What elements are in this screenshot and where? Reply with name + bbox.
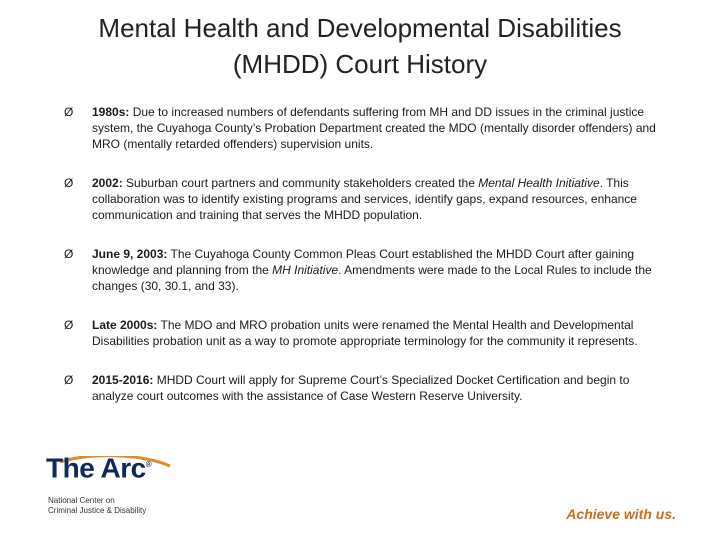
bullet-italic-term: Mental Health Initiative [478,176,600,190]
history-bullet-list [64,104,674,404]
logo-subtitle: National Center on Criminal Justice & Disability [48,496,147,515]
arrow-bullet-icon: Ø [64,176,74,190]
bullet-item-2015-2016 [64,372,674,404]
bullet-italic-term: MH Initiative [272,263,339,277]
tagline: Achieve with us. [566,506,676,522]
slide-title [0,10,720,82]
bullet-text: . This collaboration was to identify existing programs and services, identify gaps, expand resources, enhance communication and training that serves the MHDD population. [92,176,637,222]
bullet-item-1980s [64,104,674,152]
bullet-text: The Cuyahoga County Common Pleas Court established the MHDD Court after gaining knowledge and planning from the [92,247,635,277]
title-line-1: Mental Health and Developmental Disabilities [98,13,622,43]
bullet-item-2002 [64,175,674,223]
bullet-date: 2015-2016: [92,373,154,387]
bullet-item-late-2000s [64,317,674,349]
arrow-bullet-icon: Ø [64,318,74,332]
bullet-text: Suburban court partners and community stakeholders created the [122,176,479,190]
bullet-date: 2002: [92,176,123,190]
bullet-text: . Amendments were made to the Local Rules to include the changes (30, 30.1, and 33). [92,263,652,293]
arrow-bullet-icon: Ø [64,373,74,387]
bullet-text: MHDD Court will apply for Supreme Court’s Specialized Docket Certification and begin to analyze court outcomes with the assistance of Case Western Reserve University. [92,373,630,403]
arrow-bullet-icon: Ø [64,105,74,119]
bullet-date: Late 2000s: [92,318,158,332]
bullet-date: 1980s: [92,105,130,119]
title-line-2: (MHDD) Court History [232,49,488,79]
bullet-date: June 9, 2003: [92,247,168,261]
arrow-bullet-icon: Ø [64,247,74,261]
bullet-text: The MDO and MRO probation units were renamed the Mental Health and Developmental Disabilities probation unit as a way to promote appropriate terminology for the community it represents. [92,318,638,348]
the-arc-logo [42,448,222,524]
bullet-item-2003 [64,246,674,294]
bullet-text: Due to increased numbers of defendants suffering from MH and DD issues in the criminal justice system, the Cuyahoga County’s Probation Department created the MDO (mentally disorder offenders) and MRO (mentally retarded offenders) supervision units. [92,105,656,151]
logo-wordmark: The Arc® [46,452,152,484]
